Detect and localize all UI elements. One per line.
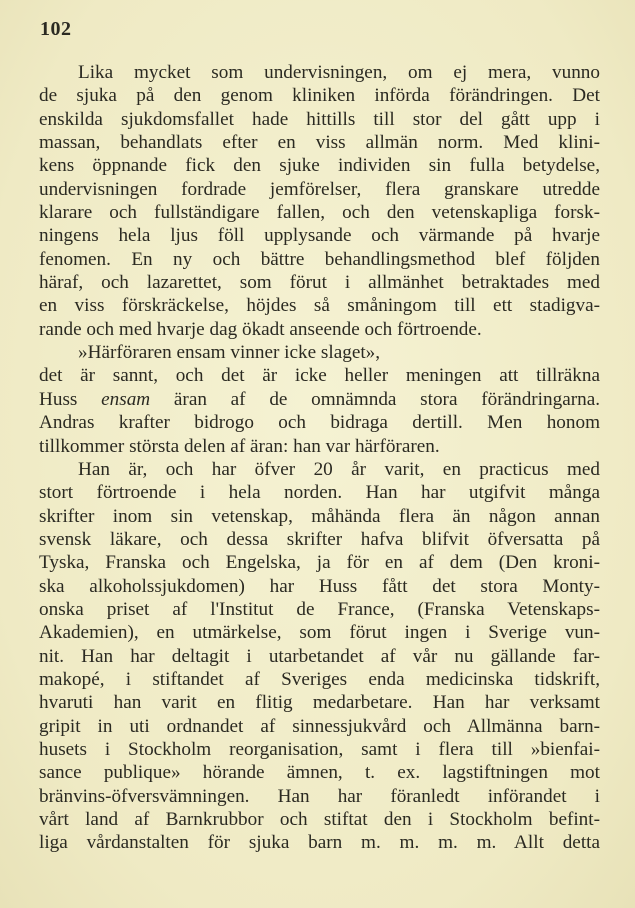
text-line: liga vårdanstalten för sjuka barn m. m. m. m. Allt detta — [39, 832, 600, 854]
text-line: ningens hela ljus föll upplysande och värmande på hvarje — [39, 225, 600, 247]
text-line: »Härföraren ensam vinner icke slaget», — [78, 342, 381, 364]
text-line: ska alkoholssjukdomen) har Huss fått det stora Monty- — [39, 575, 600, 597]
text-segment: Huss — [39, 388, 102, 410]
text-line: Han är, och har öfver 20 år varit, en practicus med — [78, 458, 600, 480]
text-line: hvaruti han varit en flitig medarbetare. Han har verksamt — [39, 692, 600, 714]
text-line: massan, behandlats efter en viss allmän norm. Med klini- — [39, 132, 600, 154]
text-line: stort förtroende i hela norden. Han har utgifvit många — [39, 482, 600, 504]
text-line: de sjuka på den genom kliniken införda förändringen. Det — [39, 85, 600, 107]
page-number: 102 — [40, 18, 72, 40]
italic-word: ensam — [101, 388, 151, 410]
page-body-text — [39, 61, 600, 855]
text-line: en viss förskräckelse, höjdes så småningom till ett stadigva- — [39, 295, 600, 317]
text-line: husets i Stockholm reorganisation, samt i flera till »bienfai- — [39, 738, 600, 760]
text-line: Akademien), en utmärkelse, som förut ingen i Sverige vun- — [39, 622, 600, 644]
text-line: rande och med hvarje dag ökadt anseende och förtroende. — [39, 318, 482, 340]
text-line: onska priset af l'Institut de France, (Franska Vetenskaps- — [39, 598, 600, 620]
text-line: kens öppnande fick den sjuke individen sin fulla betydelse, — [39, 155, 600, 177]
text-line: Lika mycket som undervisningen, om ej mera, vunno — [78, 62, 600, 83]
text-line: Andras krafter bidrogo och bidraga dertill. Men honom — [39, 412, 600, 434]
text-line — [39, 388, 600, 411]
text-line: fenomen. En ny och bättre behandlingsmethod blef följden — [39, 248, 600, 270]
text-segment: äran af de omnämnda stora förändringarna. — [150, 388, 600, 410]
text-line: det är sannt, och det är icke heller meningen att tillräkna — [39, 365, 600, 387]
text-line: skrifter inom sin vetenskap, måhända flera än någon annan — [39, 505, 600, 527]
text-line: klarare och fullständigare fallen, och den vetenskapliga forsk- — [39, 202, 600, 224]
text-line: gripit in uti ordnandet af sinnessjukvård och Allmänna barn- — [39, 715, 600, 737]
text-line: tillkommer största delen af äran: han var härföraren. — [39, 435, 440, 457]
text-line: makopé, i stiftandet af Sveriges enda medicinska tidskrift, — [39, 668, 600, 690]
text-line: sance publique» hörande ämnen, t. ex. lagstiftningen mot — [39, 762, 600, 784]
text-line: enskilda sjukdomsfallet hade hittills till stor del gått upp i — [39, 108, 600, 130]
text-line: häraf, och lazarettet, som förut i allmänhet betraktades med — [39, 272, 600, 294]
text-line: nit. Han har deltagit i utarbetandet af vår nu gällande far- — [39, 645, 600, 667]
text-line: svensk läkare, och dessa skrifter hafva blifvit öfversatta på — [39, 528, 600, 550]
text-line: Tyska, Franska och Engelska, ja för en af dem (Den kroni- — [39, 552, 600, 574]
text-line: undervisningen fordrade jemförelser, flera granskare utredde — [39, 178, 600, 200]
text-line: vårt land af Barnkrubbor och stiftat den i Stockholm befint- — [39, 809, 600, 830]
text-line: bränvins-öfversvämningen. Han har föranledt införandet i — [39, 785, 600, 807]
